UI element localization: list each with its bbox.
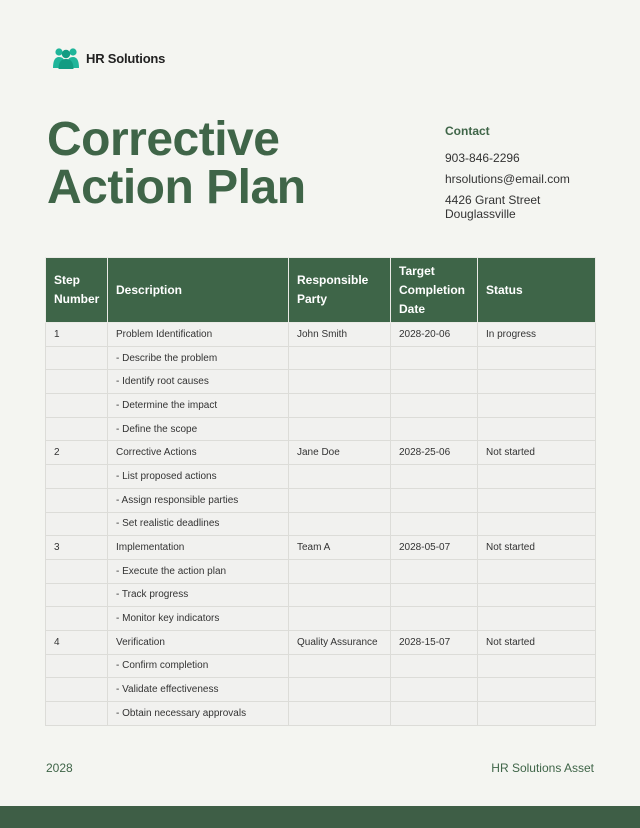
cell-step: 4: [46, 630, 108, 654]
cell-description: Corrective Actions: [108, 441, 289, 465]
cell-target-date: [391, 607, 478, 631]
table-row: [46, 512, 596, 536]
cell-step: [46, 583, 108, 607]
cell-description: Verification: [108, 630, 289, 654]
cell-description: - Monitor key indicators: [108, 607, 289, 631]
cell-responsible: [289, 654, 391, 678]
cell-status: [478, 654, 596, 678]
contact-heading: Contact: [445, 124, 490, 138]
cell-target-date: [391, 346, 478, 370]
address-line-2: Douglassville: [445, 207, 516, 221]
table-row: [46, 417, 596, 441]
cell-description: - Track progress: [108, 583, 289, 607]
cell-status: [478, 559, 596, 583]
cell-status: Not started: [478, 441, 596, 465]
cell-status: [478, 394, 596, 418]
cell-responsible: [289, 607, 391, 631]
cell-description: - Set realistic deadlines: [108, 512, 289, 536]
table-row: [46, 607, 596, 631]
table-row: [46, 441, 596, 465]
cell-target-date: [391, 654, 478, 678]
table-body: [46, 323, 596, 726]
cell-step: [46, 346, 108, 370]
table-row: [46, 465, 596, 489]
cell-responsible: [289, 488, 391, 512]
cell-status: Not started: [478, 630, 596, 654]
cell-target-date: [391, 370, 478, 394]
brand-logo: [52, 46, 165, 70]
cell-step: [46, 417, 108, 441]
cell-status: [478, 607, 596, 631]
cell-step: [46, 370, 108, 394]
table-row: [46, 346, 596, 370]
cell-responsible: [289, 370, 391, 394]
brand-name: HR Solutions: [86, 50, 166, 66]
cell-description: - Confirm completion: [108, 654, 289, 678]
cell-step: [46, 607, 108, 631]
cell-description: - Validate effectiveness: [108, 678, 289, 702]
cell-status: [478, 678, 596, 702]
cell-target-date: 2028-15-07: [391, 630, 478, 654]
address-line-1: 4426 Grant Street: [445, 193, 541, 207]
cell-description: - List proposed actions: [108, 465, 289, 489]
cell-step: 3: [46, 536, 108, 560]
cell-target-date: [391, 702, 478, 726]
cell-responsible: [289, 583, 391, 607]
footer-label: HR Solutions Asset: [491, 761, 594, 775]
contact-phone: 903-846-2296: [445, 151, 520, 165]
cell-description: Problem Identification: [108, 323, 289, 347]
footer-year: 2028: [46, 761, 73, 775]
cell-status: [478, 417, 596, 441]
cell-target-date: 2028-05-07: [391, 536, 478, 560]
cell-step: [46, 488, 108, 512]
cell-responsible: [289, 417, 391, 441]
cell-step: [46, 654, 108, 678]
cell-description: Implementation: [108, 536, 289, 560]
header-target-date: Target Completion Date: [391, 258, 478, 323]
table-row: [46, 702, 596, 726]
cell-responsible: [289, 346, 391, 370]
table-header-row: [46, 258, 596, 323]
cell-step: [46, 702, 108, 726]
cell-responsible: Team A: [289, 536, 391, 560]
cell-description: - Obtain necessary approvals: [108, 702, 289, 726]
cell-responsible: [289, 559, 391, 583]
cell-target-date: [391, 394, 478, 418]
cell-target-date: [391, 488, 478, 512]
bottom-bar: [0, 806, 640, 828]
cell-step: [46, 559, 108, 583]
header-step-number: Step Number: [46, 258, 108, 323]
table-row: [46, 394, 596, 418]
action-plan-table: [45, 257, 596, 726]
cell-description: - Describe the problem: [108, 346, 289, 370]
header-responsible-party: Responsible Party: [289, 258, 391, 323]
contact-email: hrsolutions@email.com: [445, 172, 570, 186]
table-row: [46, 488, 596, 512]
cell-description: - Define the scope: [108, 417, 289, 441]
cell-step: [46, 394, 108, 418]
table-row: [46, 630, 596, 654]
cell-status: In progress: [478, 323, 596, 347]
cell-step: [46, 678, 108, 702]
table-row: [46, 583, 596, 607]
header-description: Description: [108, 258, 289, 323]
title-line-1: Corrective: [47, 113, 280, 166]
cell-responsible: [289, 702, 391, 726]
table-row: [46, 323, 596, 347]
cell-target-date: [391, 465, 478, 489]
cell-target-date: [391, 678, 478, 702]
cell-status: [478, 512, 596, 536]
cell-responsible: John Smith: [289, 323, 391, 347]
cell-target-date: 2028-20-06: [391, 323, 478, 347]
cell-status: [478, 488, 596, 512]
cell-status: [478, 583, 596, 607]
cell-responsible: [289, 394, 391, 418]
cell-target-date: [391, 417, 478, 441]
cell-responsible: [289, 678, 391, 702]
cell-step: 2: [46, 441, 108, 465]
cell-status: Not started: [478, 536, 596, 560]
cell-status: [478, 370, 596, 394]
cell-responsible: [289, 512, 391, 536]
cell-step: 1: [46, 323, 108, 347]
cell-responsible: [289, 465, 391, 489]
cell-responsible: Quality Assurance: [289, 630, 391, 654]
cell-responsible: Jane Doe: [289, 441, 391, 465]
cell-target-date: [391, 583, 478, 607]
cell-target-date: [391, 512, 478, 536]
page-title: [47, 113, 306, 214]
cell-description: - Execute the action plan: [108, 559, 289, 583]
cell-target-date: [391, 559, 478, 583]
table-row: [46, 654, 596, 678]
cell-description: - Identify root causes: [108, 370, 289, 394]
table-row: [46, 559, 596, 583]
table-row: [46, 678, 596, 702]
table-row: [46, 536, 596, 560]
contact-address: [445, 193, 570, 221]
people-group-icon: [52, 46, 80, 70]
title-line-2: Action Plan: [47, 161, 306, 214]
cell-step: [46, 512, 108, 536]
cell-target-date: 2028-25-06: [391, 441, 478, 465]
header-status: Status: [478, 258, 596, 323]
table-row: [46, 370, 596, 394]
cell-status: [478, 346, 596, 370]
cell-description: - Assign responsible parties: [108, 488, 289, 512]
cell-status: [478, 702, 596, 726]
cell-status: [478, 465, 596, 489]
cell-step: [46, 465, 108, 489]
contact-block: [445, 124, 570, 221]
cell-description: - Determine the impact: [108, 394, 289, 418]
